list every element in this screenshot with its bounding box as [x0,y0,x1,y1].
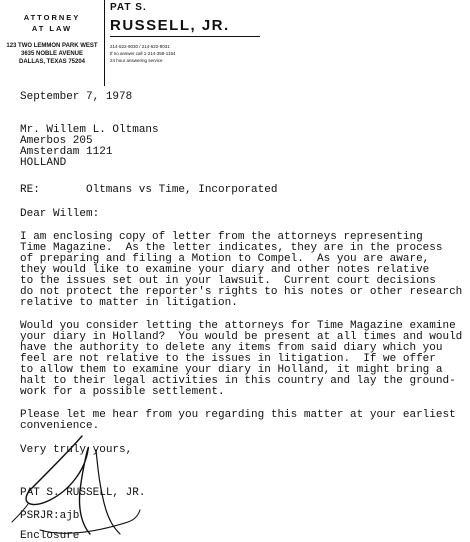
body-paragraph-1 [20,232,462,309]
re-subject: Oltmans vs Time, Incorporated [86,184,278,196]
paragraph-line: your diary in Holland? You would be present at all times and would [20,331,463,343]
body-paragraph-2 [20,321,462,398]
letterhead-answering-service: 24 hour answering service [110,58,163,63]
signer-name: PAT S. RUSSELL, JR. [20,487,146,499]
paragraph-line: of preparing and filing a Motion to Compel. As you are aware, [20,253,430,265]
letterhead-last-name: RUSSELL, JR. [110,17,230,34]
letterhead-first-name: PAT S. [110,2,147,13]
paragraph-line: do not protect the reporter's rights to his notes or other research [20,286,463,298]
paragraph-line: relative to matter in litigation. [20,297,238,309]
paragraph-line: to allow them to examine your diary in Holland, it might bring a [20,364,443,376]
letterhead-phone: 214-522-9030 / 214-522-9031 [110,44,170,49]
recipient-line: HOLLAND [20,157,67,169]
paragraph-line: they would like to examine your diary and other notes relative [20,264,430,276]
re-label: RE: [20,184,40,196]
letterhead-phone-after-hours: If no answer call 1-214-358-1154 [110,51,176,56]
body-paragraph-3 [20,410,456,432]
paragraph-line: I am enclosing copy of letter from the attorneys representing [20,231,423,243]
letterhead-address-line1: 123 TWO LEMMON PARK WEST [6,43,98,49]
paragraph-line: have the authority to delete any items from said diary which you [20,342,443,354]
letterhead-left [0,0,104,86]
paragraph-line: to the issues set out in your lawsuit. Current court decisions [20,275,436,287]
recipient-line: Mr. Willem L. Oltmans [20,124,159,136]
handwritten-signature [10,430,150,541]
paragraph-line: feel are not relative to the issues in litigation. If we offer [20,353,436,365]
recipient-line: Amerbos 205 [20,135,93,147]
letterhead-divider [104,0,105,86]
salutation: Dear Willem: [20,208,100,220]
paragraph-line: Time Magazine. As the letter indicates, they are in the process [20,242,443,254]
typist-initials: PSRJR:ajb [20,510,80,522]
paragraph-line: halt to their legal activities in this country and lay the ground- [20,375,456,387]
paragraph-line: Would you consider letting the attorneys for Time Magazine examine [20,320,456,332]
letterhead-address-line3: DALLAS, TEXAS 75204 [18,59,86,65]
letter-date: September 7, 1978 [20,91,133,103]
recipient-line: Amsterdam 1121 [20,146,113,158]
letterhead-right [110,0,310,86]
letterhead-address-line2: 3635 NOBLE AVENUE [20,51,84,57]
closing: Very truly yours, [20,444,133,456]
letterhead-name-rule [110,36,260,37]
paragraph-line: Please let me hear from you regarding this matter at your earliest [20,409,456,421]
enclosure-note: Enclosure [20,530,80,542]
recipient-address [20,125,159,169]
letterhead-title-line2: AT LAW [31,24,73,33]
letterhead-title-line1: ATTORNEY [23,13,81,22]
paragraph-line: convenience. [20,420,100,432]
paragraph-line: work for a possible settlement. [20,386,225,398]
